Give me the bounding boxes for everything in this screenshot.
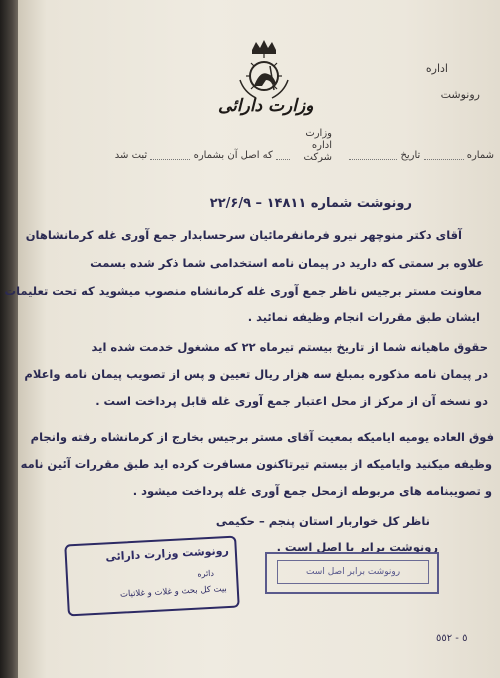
- letter-line: ایشان طبق مقررات انجام وظیفه نمائید .: [247, 310, 480, 324]
- document-page: [4, 0, 500, 678]
- letter-line: و تصویبنامه های مربوطه ازمحل جمع آوری غله پرداخت میشود .: [132, 484, 492, 498]
- letter-line: فوق العاده یومیه ایامیکه بمعیت آقای مستر برجیس بخارج از کرمانشاه رفته وانجام: [30, 430, 494, 444]
- letter-line: دو نسخه آن از مرکز از محل اعتبار جمع آوری غله قابل پرداخت است .: [95, 394, 488, 408]
- letter-line: معاونت مستر برجیس ناظر جمع آوری غله کرمانشاه منصوب میشوید که تحت تعلیمات: [4, 284, 482, 298]
- letter-line: آقای دکتر منوچهر نیرو فرمانفرمائیان سرحسابدار جمع آوری غله کرمانشاهان: [25, 228, 462, 242]
- form-ministry-label: وزارت: [305, 128, 332, 139]
- certification-line: رونوشت برابر با اصل است .: [276, 540, 438, 554]
- form-office-label: اداره: [311, 140, 332, 151]
- stamp-office: دائره: [197, 568, 215, 579]
- ministry-stamp: [64, 536, 240, 617]
- reference-number: رونوشت شماره ۱۴۸۱۱ – ۲۲/۶/۹: [209, 196, 412, 211]
- stamp-department: بیت کل بحث و غلات و غلاتیات: [119, 584, 228, 600]
- transcript-label: رونوشت: [440, 88, 480, 101]
- stamp-title: رونوشت وزارت دارائی: [105, 543, 230, 564]
- signature-line: ناظر کل خواربار استان پنجم – حکیمی: [215, 514, 430, 528]
- form-registered-label: ثبت شد: [114, 150, 148, 161]
- letter-line: وظیفه میکنید وایامیکه از بیستم تیرتاکنون مسافرت کرده اید طبق مقررات آئین نامه: [20, 457, 492, 471]
- ministry-title: وزارت دارائی: [218, 96, 314, 116]
- form-original-number-label: که اصل آن بشماره: [193, 150, 273, 161]
- form-date-label: تاریخ: [400, 150, 421, 161]
- letter-line: حقوق ماهیانه شما از تاریخ بیستم تیرماه ۲۲ که مشغول خدمت شده اید: [91, 340, 488, 354]
- certified-copy-stamp-text: رونوشت برابر اصل است: [277, 560, 429, 584]
- letter-line: در پیمان نامه مذکوره بمبلغ سه هزار ریال تعیین و پس از تصویب پیمان نامه واعلام: [24, 367, 488, 381]
- certified-copy-stamp: [265, 552, 439, 594]
- office-label: اداره: [425, 62, 448, 75]
- letter-line: علاوه بر سمتی که دارید در پیمان نامه استخدامی شما ذکر شده بسمت: [90, 256, 484, 270]
- form-number-label: شماره: [466, 150, 494, 161]
- page-number: ٥ - ٥٥٢: [436, 633, 468, 644]
- form-company-label: شرکت: [303, 152, 332, 163]
- lion-and-sun-crown-emblem: [234, 40, 294, 102]
